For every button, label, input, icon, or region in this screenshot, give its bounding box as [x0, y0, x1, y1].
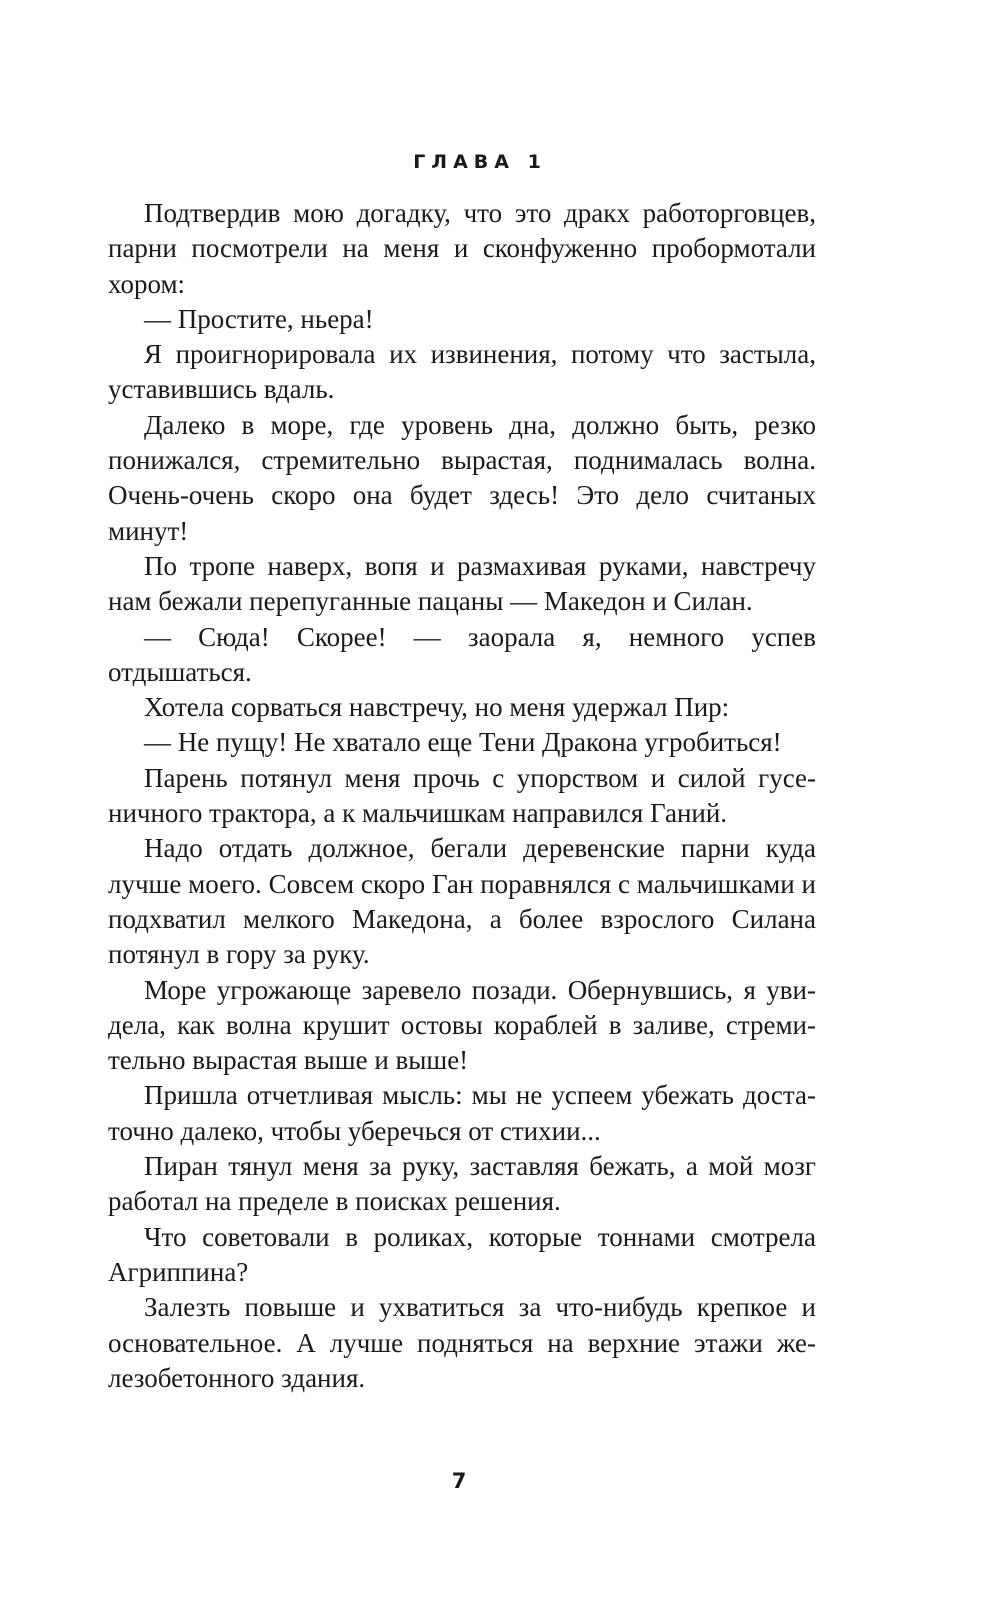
paragraph: Пиран тянул меня за руку, заставляя бежать, а мой мозг работал на пределе в поисках решения.: [108, 1151, 816, 1217]
paragraph: Хотела сорваться навстречу, но меня удержал Пир:: [144, 692, 730, 723]
paragraph: Что советовали в роликах, которые тоннами смотрела Агриппина?: [108, 1221, 816, 1287]
chapter-heading: ГЛАВА 1: [413, 151, 547, 173]
paragraph: Парень потянул меня прочь с упорством и силой гусеничного трактора, а к мальчишкам направился Ганий.: [108, 762, 816, 829]
paragraph: Море угрожающе заревело позади. Обернувшись, я увидела, как волна крушит остовы кораблей в заливе, стремительно вырастая выше и выше!: [108, 974, 816, 1076]
paragraph: Подтвердив мою догадку, что это дракх работорговцев, парни посмотрели на меня и сконфуженно пробормотали хором:: [108, 198, 816, 299]
paragraph: — Простите, ньера!: [144, 303, 374, 334]
paragraph: По тропе наверх, вопя и размахивая руками, навстречу нам бежали перепуганные пацаны — Македон и Силан.: [108, 550, 816, 617]
paragraph: Залезть повыше и ухватиться за что-нибудь крепкое и основательное. А лучше подняться на верхние этажи железобетонного здания.: [108, 1292, 816, 1393]
paragraph: Пришла отчетливая мысль: мы не успеем убежать достаточно далеко, чтобы уберечься от стихии...: [108, 1080, 816, 1146]
paragraph: — Не пущу! Не хватало еще Тени Дракона угробиться!: [144, 727, 782, 758]
page-number: 7: [451, 1469, 467, 1493]
paragraph: Я проигнорировала их извинения, потому что застыла, уставившись вдаль.: [108, 339, 816, 405]
paragraph: Надо отдать должное, бегали деревенские парни куда лучше моего. Совсем скоро Ган поравнялся с мальчишками и подхватил мелкого Македона, а более взрослого Силана потянул в гору за руку.: [108, 833, 816, 970]
paragraph: Далеко в море, где уровень дна, должно быть, резко понижался, стремительно вырастая, поднималась волна. Очень-очень скоро она будет здесь! Это дело считаных минут!: [108, 409, 816, 546]
body-text: [108, 196, 816, 1396]
paragraph: — Сюда! Скорее! — заорала я, немного успев отдышаться.: [108, 621, 816, 687]
